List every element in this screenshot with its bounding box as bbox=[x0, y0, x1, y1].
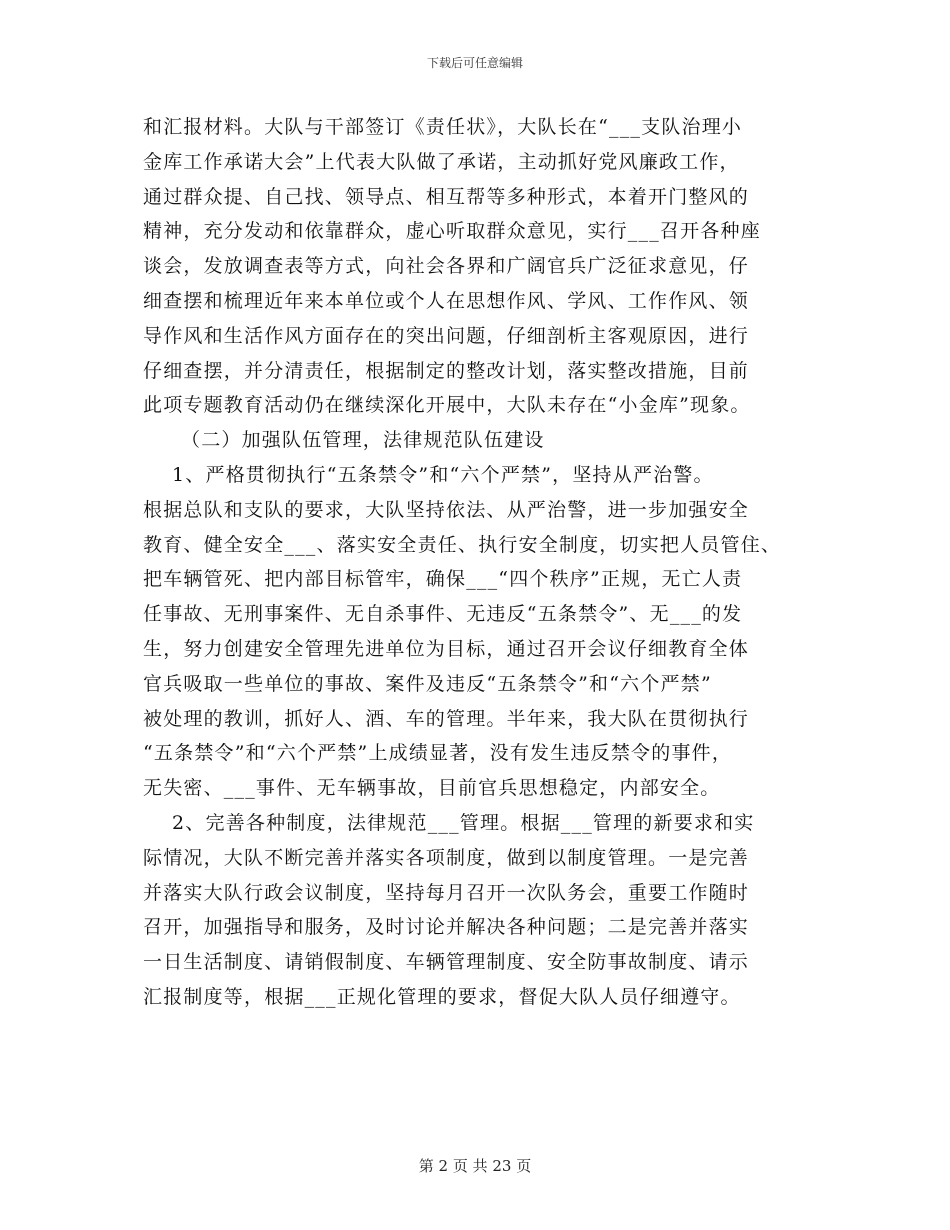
body-line: “五条禁令”和“六个严禁”上成绩显著，没有发生违反禁令的事件， bbox=[143, 742, 733, 765]
body-line: 根据总队和支队的要求，大队坚持依法、从严治警，进一步加强安全 bbox=[143, 498, 750, 521]
body-line: 并落实大队行政会议制度，坚持每月召开一次队务会，重要工作随时 bbox=[143, 881, 750, 904]
section-heading: （二）加强队伍管理，法律规范队伍建设 bbox=[181, 429, 545, 452]
body-line: 谈会，发放调查表等方式，向社会各界和广阔官兵广泛征求意见，仔 bbox=[143, 255, 750, 278]
body-line: 细查摆和梳理近年来本单位或个人在思想作风、学风、工作作风、领 bbox=[143, 289, 750, 312]
body-line: 生，努力创建安全管理先进单位为目标，通过召开会议仔细教育全体 bbox=[143, 637, 750, 660]
body-line: 金库工作承诺大会”上代表大队做了承诺，主动抓好党风廉政工作， bbox=[143, 150, 740, 173]
page-number-footer: 第 2 页 共 23 页 bbox=[418, 1157, 532, 1175]
body-line: 通过群众提、自己找、领导点、相互帮等多种形式，本着开门整风的 bbox=[143, 185, 750, 208]
body-line: 际情况，大队不断完善并落实各项制度，做到以制度管理。一是完善 bbox=[143, 846, 750, 869]
body-line: 教育、健全安全___、落实安全责任、执行安全制度，切实把人员管住、 bbox=[143, 533, 782, 556]
body-line: 精神，充分发动和依靠群众，虚心听取群众意见，实行___召开各种座 bbox=[143, 220, 761, 243]
body-line: 仔细查摆，并分清责任，根据制定的整改计划，落实整改措施，目前 bbox=[143, 359, 750, 382]
body-line: 导作风和生活作风方面存在的突出问题，仔细剖析主客观原因，进行 bbox=[143, 324, 750, 347]
body-line: 一日生活制度、请销假制度、车辆管理制度、安全防事故制度、请示 bbox=[143, 951, 750, 974]
body-line: 召开，加强指导和服务，及时讨论并解决各种问题；二是完善并落实 bbox=[143, 916, 750, 939]
body-line: 把车辆管死、把内部目标管牢，确保___“四个秩序”正规，无亡人责 bbox=[143, 568, 743, 591]
body-line: 汇报制度等，根据___正规化管理的要求，督促大队人员仔细遵守。 bbox=[143, 985, 741, 1008]
body-line: 任事故、无刑事案件、无自杀事件、无违反“五条禁令”、无___的发 bbox=[143, 603, 743, 626]
paragraph-start-line: 1、严格贯彻执行“五条禁令”和“六个严禁”，坚持从严治警。 bbox=[172, 463, 714, 486]
page-header-note: 下载后可任意编辑 bbox=[426, 56, 523, 70]
document-body bbox=[143, 110, 813, 1015]
body-line: 官兵吸取一些单位的事故、案件及违反“五条禁令”和“六个严禁” bbox=[143, 672, 712, 695]
body-line: 此项专题教育活动仍在继续深化开展中，大队未存在“小金库”现象。 bbox=[143, 394, 751, 417]
body-line: 无失密、___事件、无车辆事故，目前官兵思想稳定，内部安全。 bbox=[143, 777, 721, 800]
body-line: 和汇报材料。大队与干部签订《责任状》，大队长在“___支队治理小 bbox=[143, 116, 743, 138]
body-line: 被处理的教训，抓好人、酒、车的管理。半年来，我大队在贯彻执行 bbox=[143, 707, 750, 730]
paragraph-start-line: 2、完善各种制度，法律规范___管理。根据___管理的新要求和实 bbox=[172, 811, 755, 834]
